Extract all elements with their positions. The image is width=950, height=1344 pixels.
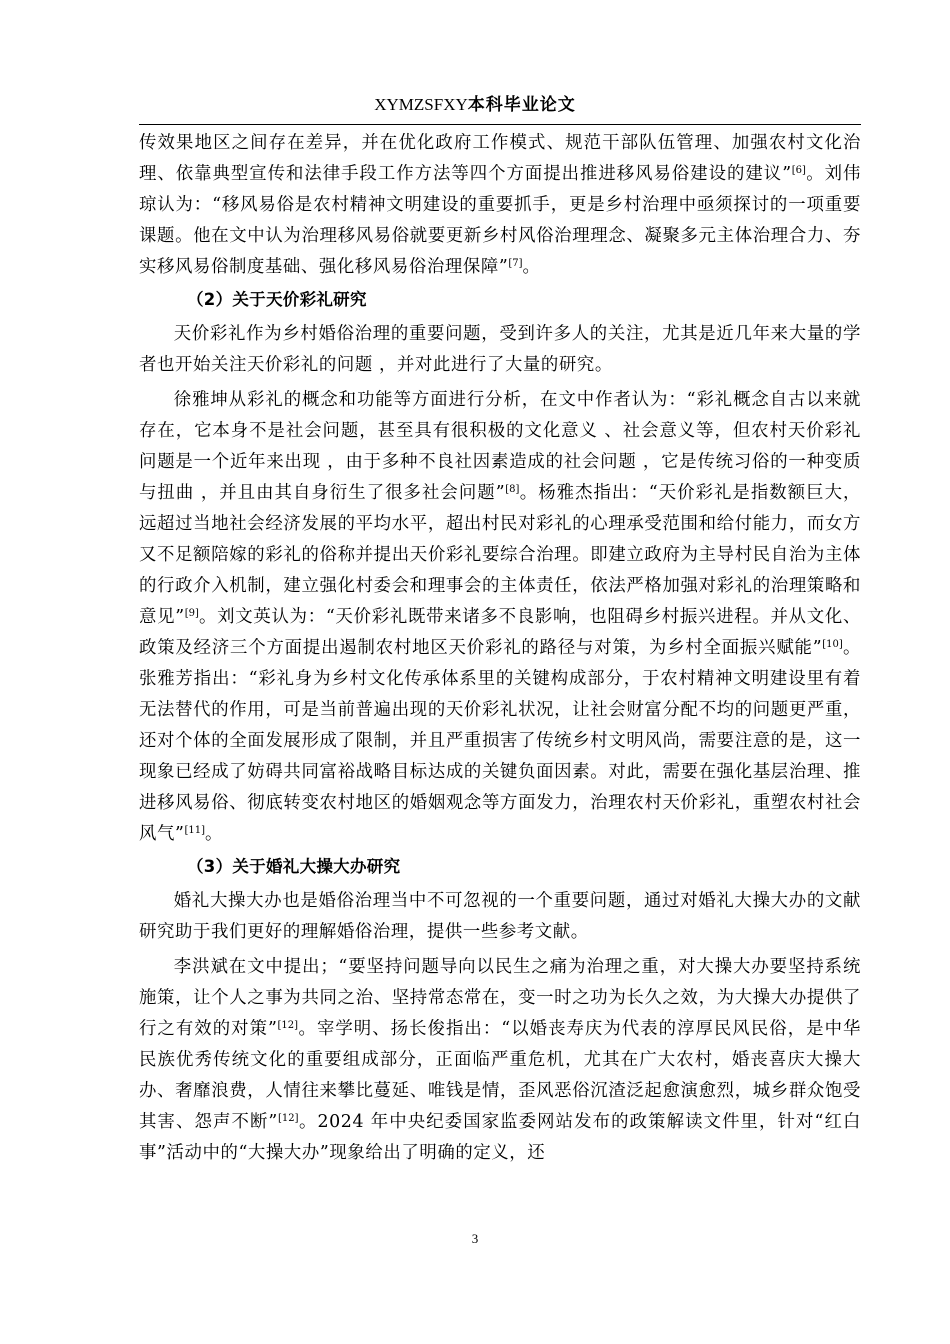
paragraph-4: 婚礼大操大办也是婚俗治理当中不可忽视的一个重要问题，通过对婚礼大操大办的文献研究助于我们更好的理解婚俗治理，提供一些参考文献。 <box>139 891 861 942</box>
paragraph-text: 。张雅芳指出：“彩礼身为乡村文化传承体系里的关键构成部分，于农村精神文明建设里有着无法替代的作用，可是当前普遍出现的天价彩礼状况，让社会财富分配不均的问题更严重，还对个体的全面发展形成了限制，并且严重损害了传统乡村文明风尚，需要注意的是，这一现象已经成了妨碍共同富裕战略目标达成的关键负面因素。对此，需要在强化基层治理、推进移风易俗、彻底转变农村地区的婚姻观念等方面发力，治理农村天价彩礼，重塑农村社会风气” <box>139 638 861 844</box>
citation-ref: [11] <box>184 825 206 836</box>
body-text <box>139 128 861 1169</box>
page-header <box>0 93 950 117</box>
citation-ref: [12] <box>277 1020 299 1031</box>
paragraph-3 <box>139 385 861 850</box>
citation-ref: [12] <box>277 1113 299 1124</box>
citation-ref: [10] <box>822 639 843 650</box>
header-code: XYMZSFXY <box>374 95 468 114</box>
paragraph-text: 。刘伟琼认为：“移风易俗是农村精神文明建设的重要抓手，更是乡村治理中亟须探讨的一项重要课题。他在文中认为治理移风易俗就要更新乡村风俗治理理念、凝聚多元主体治理合力、夯实移风易俗制度基础、强化移风易俗治理保障” <box>139 164 861 277</box>
paragraph-text: 。 <box>205 824 224 844</box>
paragraph-text: 。2024 年中央纪委国家监委网站发布的政策解读文件里，针对“红白事”活动中的“大操大办”现象给出了明确的定义，还 <box>139 1112 861 1163</box>
header-rule <box>139 124 861 125</box>
paragraph-2: 天价彩礼作为乡村婚俗治理的重要问题，受到许多人的关注，尤其是近几年来大量的学者也开始关注天价彩礼的问题 ，并对此进行了大量的研究。 <box>139 324 861 375</box>
paragraph-text: 李洪斌在文中提出；“要坚持问题导向以民生之痛为治理之重，对大操大办要坚持系统施策，让个人之事为共同之治、坚持常态常在，变一时之功为长久之效，为大操大办提供了行之有效的对策” <box>139 957 861 1039</box>
paragraph-text: 。 <box>522 257 541 277</box>
paragraph-text: 。杨雅杰指出：“天价彩礼是指数额巨大，远超过当地社会经济发展的平均水平，超出村民对彩礼的心理承受范围和给付能力，而女方又不足额陪嫁的彩礼的俗称并提出天价彩礼要综合治理。即建立政府为主导村民自治为主体的行政介入机制，建立强化村委会和理事会的主体责任，依法严格加强对彩礼的治理策略和意见” <box>139 483 861 627</box>
page-number: 3 <box>471 1231 479 1246</box>
paragraph-text: 。宰学明、扬长俊指出：“以婚丧寿庆为代表的淳厚民风民俗，是中华民族优秀传统文化的重要组成部分，正面临严重危机，尤其在广大农村，婚丧喜庆大操大办、奢靡浪费，人情往来攀比蔓延、唯钱是情，歪风恶俗沉渣泛起愈演愈烈，城乡群众饱受其害、怨声不断” <box>139 1019 861 1132</box>
paragraph-1 <box>139 128 861 283</box>
header-subtitle: 本科毕业论文 <box>467 95 576 115</box>
paragraph-text: 徐雅坤从彩礼的概念和功能等方面进行分析，在文中作者认为：“彩礼概念自古以来就存在，它本身不是社会问题，甚至具有很积极的文化意义 、社会意义等，但农村天价彩礼问题是一个近年来出现 ，由于多种不良社因素造成的社会问题 ，它是传统习俗的一种变质与扭曲 ，并且由其自身衍生了很多社会问题” <box>139 390 861 503</box>
section-heading-lavish-wedding: （3）关于婚礼大操大办研究 <box>187 857 401 876</box>
paragraph-5 <box>139 952 861 1169</box>
section-heading-bride-price: （2）关于天价彩礼研究 <box>187 290 367 309</box>
citation-ref: [9] <box>184 608 199 619</box>
paragraph-text: 。刘文英认为：“天价彩礼既带来诸多不良影响，也阻碍乡村振兴进程。并从文化、政策及经济三个方面提出遏制农村地区天价彩礼的路径与对策，为乡村全面振兴赋能” <box>139 607 861 658</box>
citation-ref: [6] <box>791 165 806 176</box>
paragraph-text: 传效果地区之间存在差异，并在优化政府工作模式、规范干部队伍管理、加强农村文化治理、依靠典型宣传和法律手段工作方法等四个方面提出推进移风易俗建设的建议” <box>139 133 861 184</box>
citation-ref: [8] <box>505 484 520 495</box>
citation-ref: [7] <box>508 258 523 269</box>
